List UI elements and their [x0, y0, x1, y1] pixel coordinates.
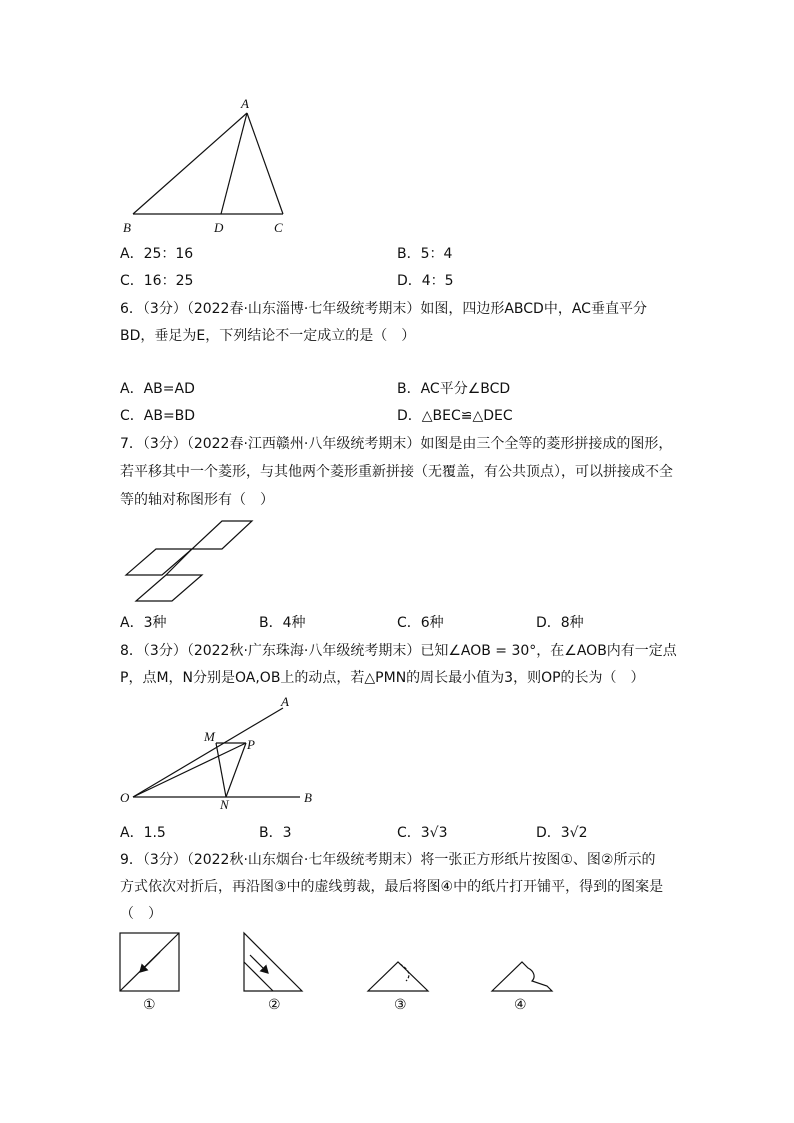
- q5-option-a[interactable]: A．25：16: [120, 246, 194, 262]
- q9-stem-line2: 方式依次对折后，再沿图③中的虚线剪裁，最后将图④中的纸片打开铺平，得到的图案是: [120, 879, 664, 895]
- q6-stem-line1: 6．（3分）（2022春·山东淄博·七年级统考期末）如图，四边形ABCD中，AC垂直平分: [120, 301, 647, 317]
- ray-oa: [133, 708, 283, 797]
- angle-aob-figure: [0, 690, 794, 815]
- q6-option-c[interactable]: C．AB=BD: [120, 408, 196, 424]
- fold-figure-2-fold-line: [244, 962, 273, 991]
- q7-stem-line3: 等的轴对称图形有（ ）: [120, 492, 274, 508]
- three-rhombus-figure: [0, 515, 794, 610]
- q8-option-d[interactable]: D．3√2: [536, 825, 588, 841]
- point-label-b: B: [304, 790, 312, 805]
- fold-figure-1-caption: ①: [143, 997, 156, 1013]
- point-label-b: B: [123, 220, 131, 235]
- q9-stem-line1: 9．（3分）（2022秋·山东烟台·七年级统考期末）将一张正方形纸片按图①、图②所示的: [120, 852, 656, 868]
- fold-figure-1-arrow: [140, 952, 160, 972]
- rhombus-middle: [126, 549, 192, 575]
- point-label-m: M: [204, 729, 215, 744]
- fold-figure-2-caption: ②: [268, 997, 281, 1013]
- q7-stem-line2: 若平移其中一个菱形，与其他两个菱形重新拼接（无覆盖，有公共顶点），可以拼接成不全: [120, 464, 673, 480]
- point-label-n: N: [220, 797, 229, 812]
- q8-option-a[interactable]: A．1.5: [120, 825, 166, 841]
- q9-stem-line3: （ ）: [120, 906, 162, 922]
- point-label-c: C: [274, 220, 283, 235]
- q5-option-b[interactable]: B．5：4: [397, 246, 453, 262]
- rhombus-bottom: [136, 575, 202, 601]
- q6-option-b[interactable]: B．AC平分∠BCD: [397, 381, 511, 397]
- segment-ad: [221, 113, 247, 214]
- q7-stem-line1: 7．（3分）（2022春·江西赣州·八年级统考期末）如图是由三个全等的菱形拼接成的图形，: [120, 436, 673, 452]
- point-label-a: A: [281, 694, 289, 709]
- q6-option-d[interactable]: D．△BEC≌△DEC: [397, 408, 513, 424]
- point-label-p: P: [247, 737, 255, 752]
- segment-ac: [247, 113, 283, 214]
- q7-option-b[interactable]: B．4种: [259, 615, 306, 631]
- rhombus-top: [192, 521, 252, 549]
- fold-figure-3-caption: ③: [394, 997, 407, 1013]
- q7-option-d[interactable]: D．8种: [536, 615, 584, 631]
- q7-option-c[interactable]: C．6种: [397, 615, 444, 631]
- q8-option-c[interactable]: C．3√3: [397, 825, 448, 841]
- q5-option-c[interactable]: C．16：25: [120, 273, 194, 289]
- q6-stem-line2: BD，垂足为E，下列结论不一定成立的是（ ）: [120, 328, 416, 344]
- fold-figure-3-cut-line: [400, 964, 409, 981]
- triangle-abc-figure: [0, 0, 794, 240]
- fold-figure-4-notched-triangle: [492, 962, 552, 991]
- point-label-d: D: [214, 220, 224, 235]
- q8-stem-line1: 8．（3分）（2022秋·广东珠海·八年级统考期末）已知∠AOB = 30°，在∠AOB内有一定点: [120, 643, 677, 659]
- rhombus-connector: [166, 549, 192, 575]
- fold-figure-2-triangle: [244, 933, 302, 991]
- point-label-o: O: [120, 790, 130, 805]
- segment-ab: [133, 113, 247, 214]
- q8-stem-line2: P，点M，N分别是OA,OB上的动点，若△PMN的周长最小值为3，则OP的长为（ ）: [120, 670, 645, 686]
- segment-mn: [216, 743, 226, 797]
- q8-option-b[interactable]: B．3: [259, 825, 292, 841]
- q5-option-d[interactable]: D．4：5: [397, 273, 454, 289]
- point-label-a: A: [241, 96, 249, 111]
- fold-figure-3-triangle: [368, 962, 428, 991]
- fold-figure-4-caption: ④: [514, 997, 527, 1013]
- q7-option-a[interactable]: A．3种: [120, 615, 167, 631]
- q6-option-a[interactable]: A．AB=AD: [120, 381, 195, 397]
